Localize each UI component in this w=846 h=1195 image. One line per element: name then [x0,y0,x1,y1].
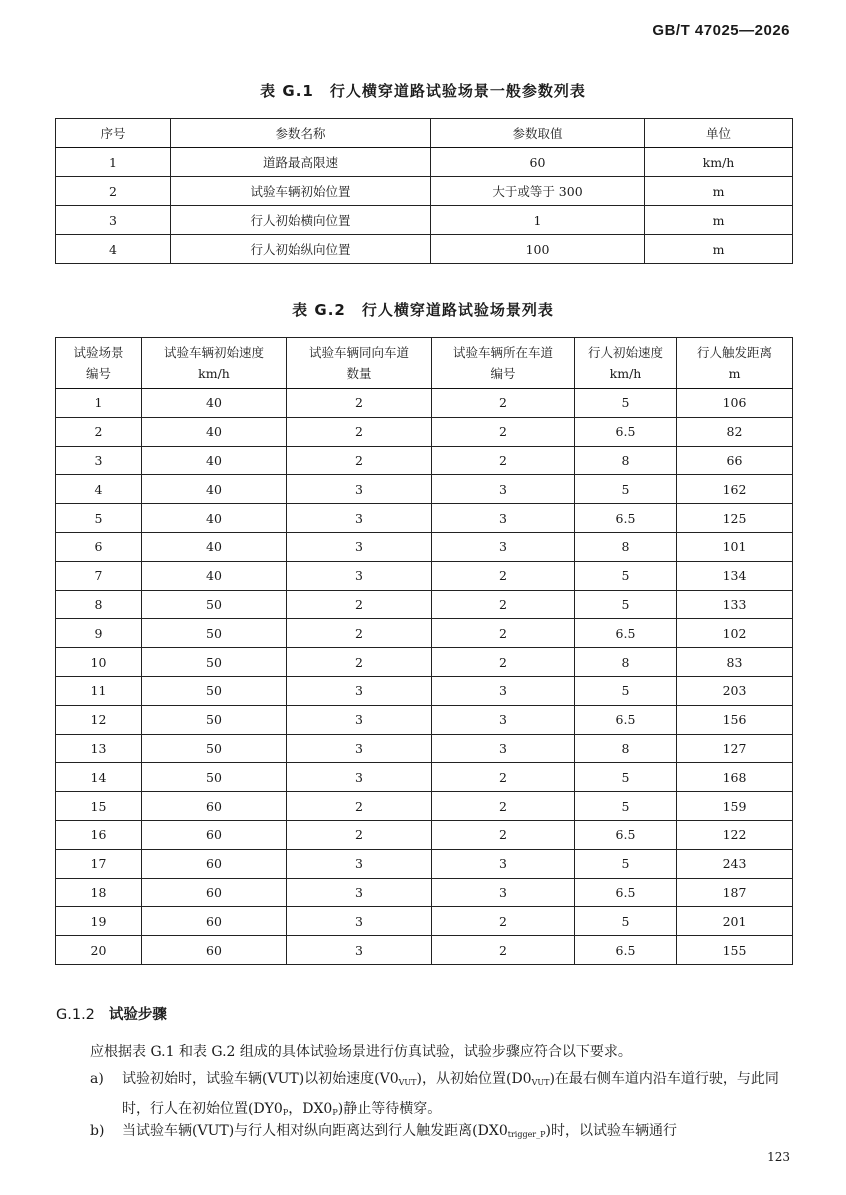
table-cell: 40 [142,532,287,561]
table-cell: 3 [287,936,432,965]
table-g2-title: 表 G.2 行人横穿道路试验场景列表 [292,301,554,319]
table-cell: 50 [142,648,287,677]
table-cell: 1 [56,148,171,177]
table-cell: 3 [287,561,432,590]
table-cell: 60 [142,849,287,878]
table-row [56,235,793,264]
table-cell: 3 [287,849,432,878]
table-cell: 60 [142,878,287,907]
table-cell: 2 [287,792,432,821]
table-cell: 2 [432,389,575,418]
table-cell: 3 [432,734,575,763]
table-header-row [56,119,793,148]
section-title: 试验步骤 [108,1007,167,1023]
table-row [56,561,793,590]
table-cell: 127 [677,734,793,763]
table-row [56,936,793,965]
table-row [56,446,793,475]
table-cell: 8 [575,532,677,561]
table-row [56,177,793,206]
table-row [56,734,793,763]
table-row [56,792,793,821]
table-row [56,676,793,705]
table-cell: 168 [677,763,793,792]
table-cell: 2 [287,648,432,677]
table-cell: 60 [142,936,287,965]
table-header-cell: 参数取值 [431,119,645,148]
table-cell: 12 [56,705,142,734]
table-row [56,206,793,235]
table-g1-title: 表 G.1 行人横穿道路试验场景一般参数列表 [260,82,586,100]
table-cell: 4 [56,475,142,504]
table-cell: 201 [677,907,793,936]
table-cell: 3 [287,532,432,561]
table-cell: 道路最高限速 [171,148,431,177]
table-header-cell: 单位 [645,119,793,148]
table-cell: 行人初始横向位置 [171,206,431,235]
list-label: a) [90,1071,104,1087]
table-cell: 3 [432,705,575,734]
table-cell: 5 [56,504,142,533]
table-cell: 3 [287,475,432,504]
table-cell: 5 [575,907,677,936]
table-cell: 2 [432,590,575,619]
table-cell: 50 [142,734,287,763]
table-cell: 6.5 [575,619,677,648]
table-cell: 3 [56,446,142,475]
table-cell: 155 [677,936,793,965]
table-cell: 17 [56,849,142,878]
table-cell: 156 [677,705,793,734]
table-cell: 60 [142,792,287,821]
table-cell: 5 [575,475,677,504]
table-cell: 66 [677,446,793,475]
table-cell: 19 [56,907,142,936]
table-cell: 2 [432,907,575,936]
table-cell: 3 [432,878,575,907]
table-cell: 15 [56,792,142,821]
table-cell: 40 [142,475,287,504]
table-row [56,417,793,446]
table-cell: 40 [142,446,287,475]
list-item-b [90,1118,795,1144]
table-cell: m [645,206,793,235]
table-cell: 6.5 [575,936,677,965]
table-header-cell: 行人触发距离 m [677,338,793,389]
table-header-row [56,338,793,389]
table-cell: 40 [142,561,287,590]
table-cell: 7 [56,561,142,590]
table-cell: 3 [287,676,432,705]
table-row [56,648,793,677]
table-row [56,504,793,533]
table-cell: 4 [56,235,171,264]
table-cell: 133 [677,590,793,619]
table-row [56,907,793,936]
table-cell: 8 [575,446,677,475]
table-cell: 6.5 [575,878,677,907]
table-cell: 187 [677,878,793,907]
table-cell: 101 [677,532,793,561]
table-header-cell: 参数名称 [171,119,431,148]
table-cell: 大于或等于 300 [431,177,645,206]
table-cell: 6.5 [575,417,677,446]
table-cell: 125 [677,504,793,533]
table-cell: 134 [677,561,793,590]
table-cell: 5 [575,763,677,792]
table-cell: 6.5 [575,705,677,734]
table-cell: 60 [142,907,287,936]
table-g2 [55,337,793,965]
table-cell: 11 [56,676,142,705]
table-cell: 6.5 [575,504,677,533]
table-cell: 3 [287,504,432,533]
table-cell: 2 [56,177,171,206]
table-cell: 2 [287,446,432,475]
table-cell: 1 [431,206,645,235]
table-cell: 243 [677,849,793,878]
table-cell: 50 [142,705,287,734]
table-cell: 60 [142,820,287,849]
table-cell: 6 [56,532,142,561]
table-cell: 102 [677,619,793,648]
table-cell: 2 [287,389,432,418]
table-cell: 14 [56,763,142,792]
table-row [56,878,793,907]
table-cell: 2 [287,590,432,619]
table-cell: 50 [142,676,287,705]
list-item-a [90,1066,795,1117]
table-header-cell: 试验场景 编号 [56,338,142,389]
table-row [56,389,793,418]
table-cell: 18 [56,878,142,907]
table-cell: 2 [287,417,432,446]
table-cell: 162 [677,475,793,504]
table-cell: 2 [432,561,575,590]
table-cell: 3 [287,763,432,792]
table-row [56,763,793,792]
page-number: 123 [767,1150,790,1164]
table-row [56,849,793,878]
table-cell: 2 [432,446,575,475]
table-cell: 2 [432,648,575,677]
table-row [56,475,793,504]
table-cell: 40 [142,504,287,533]
table-cell: 8 [575,648,677,677]
table-cell: 3 [432,849,575,878]
table-cell: 5 [575,590,677,619]
table-cell: 50 [142,763,287,792]
table-row [56,619,793,648]
table-row [56,820,793,849]
table-cell: km/h [645,148,793,177]
table-cell: 2 [432,763,575,792]
table-row [56,532,793,561]
table-cell: 40 [142,417,287,446]
table-cell: 83 [677,648,793,677]
table-cell: 5 [575,792,677,821]
table-cell: 8 [56,590,142,619]
table-row [56,590,793,619]
list-item-text: 当试验车辆(VUT)与行人相对纵向距离达到行人触发距离$(DX0_{trigger\_P})$时，以试验车辆通行 [122,1123,677,1139]
table-cell: 122 [677,820,793,849]
list-label: b) [90,1123,105,1139]
table-cell: 10 [56,648,142,677]
table-cell: 106 [677,389,793,418]
table-row [56,705,793,734]
table-cell: 100 [431,235,645,264]
table-header-cell: 序号 [56,119,171,148]
table-cell: 50 [142,619,287,648]
table-cell: 6.5 [575,820,677,849]
table-cell: 3 [287,907,432,936]
table-cell: 5 [575,561,677,590]
table-cell: 50 [142,590,287,619]
table-row [56,148,793,177]
table-cell: 3 [432,475,575,504]
table-cell: 20 [56,936,142,965]
table-cell: 2 [432,936,575,965]
table-cell: 159 [677,792,793,821]
table-cell: 1 [56,389,142,418]
table-cell: 2 [432,820,575,849]
table-cell: 40 [142,389,287,418]
table-cell: 行人初始纵向位置 [171,235,431,264]
section-number: G.1.2 [56,1007,95,1023]
table-cell: 8 [575,734,677,763]
table-header-cell: 试验车辆初始速度 km/h [142,338,287,389]
intro-paragraph: 应根据表 G.1 和表 G.2 组成的具体试验场景进行仿真试验，试验步骤应符合以下要求。 [90,1044,632,1060]
table-cell: m [645,235,793,264]
table-cell: 2 [287,820,432,849]
table-cell: 3 [432,532,575,561]
table-cell: 3 [287,705,432,734]
table-header-cell: 试验车辆同向车道 数量 [287,338,432,389]
list-item-text: 试验初始时，试验车辆(VUT)以初始速度$(V0_{VUT})$，从初始位置$(D0_{VUT})$在最右侧车道内沿车道行驶，与此同时，行人在初始位置($DY0_P$，$DX0_P$)静止等待横穿。 [122,1071,779,1117]
standard-code: GB/T 47025—2026 [652,22,790,39]
table-header-cell: 行人初始速度 km/h [575,338,677,389]
table-g1 [55,118,793,264]
table-cell: 13 [56,734,142,763]
table-cell: 5 [575,676,677,705]
table-header-cell: 试验车辆所在车道 编号 [432,338,575,389]
table-cell: 3 [287,734,432,763]
table-cell: 60 [431,148,645,177]
table-cell: 16 [56,820,142,849]
table-cell: 3 [432,504,575,533]
table-cell: 2 [432,417,575,446]
table-cell: 试验车辆初始位置 [171,177,431,206]
table-cell: 82 [677,417,793,446]
section-heading [56,1003,167,1024]
table-cell: 2 [432,619,575,648]
table-cell: m [645,177,793,206]
table-cell: 3 [287,878,432,907]
table-cell: 3 [56,206,171,235]
table-cell: 9 [56,619,142,648]
table-cell: 5 [575,849,677,878]
table-cell: 2 [56,417,142,446]
table-cell: 2 [432,792,575,821]
table-cell: 203 [677,676,793,705]
table-cell: 2 [287,619,432,648]
table-cell: 5 [575,389,677,418]
table-cell: 3 [432,676,575,705]
